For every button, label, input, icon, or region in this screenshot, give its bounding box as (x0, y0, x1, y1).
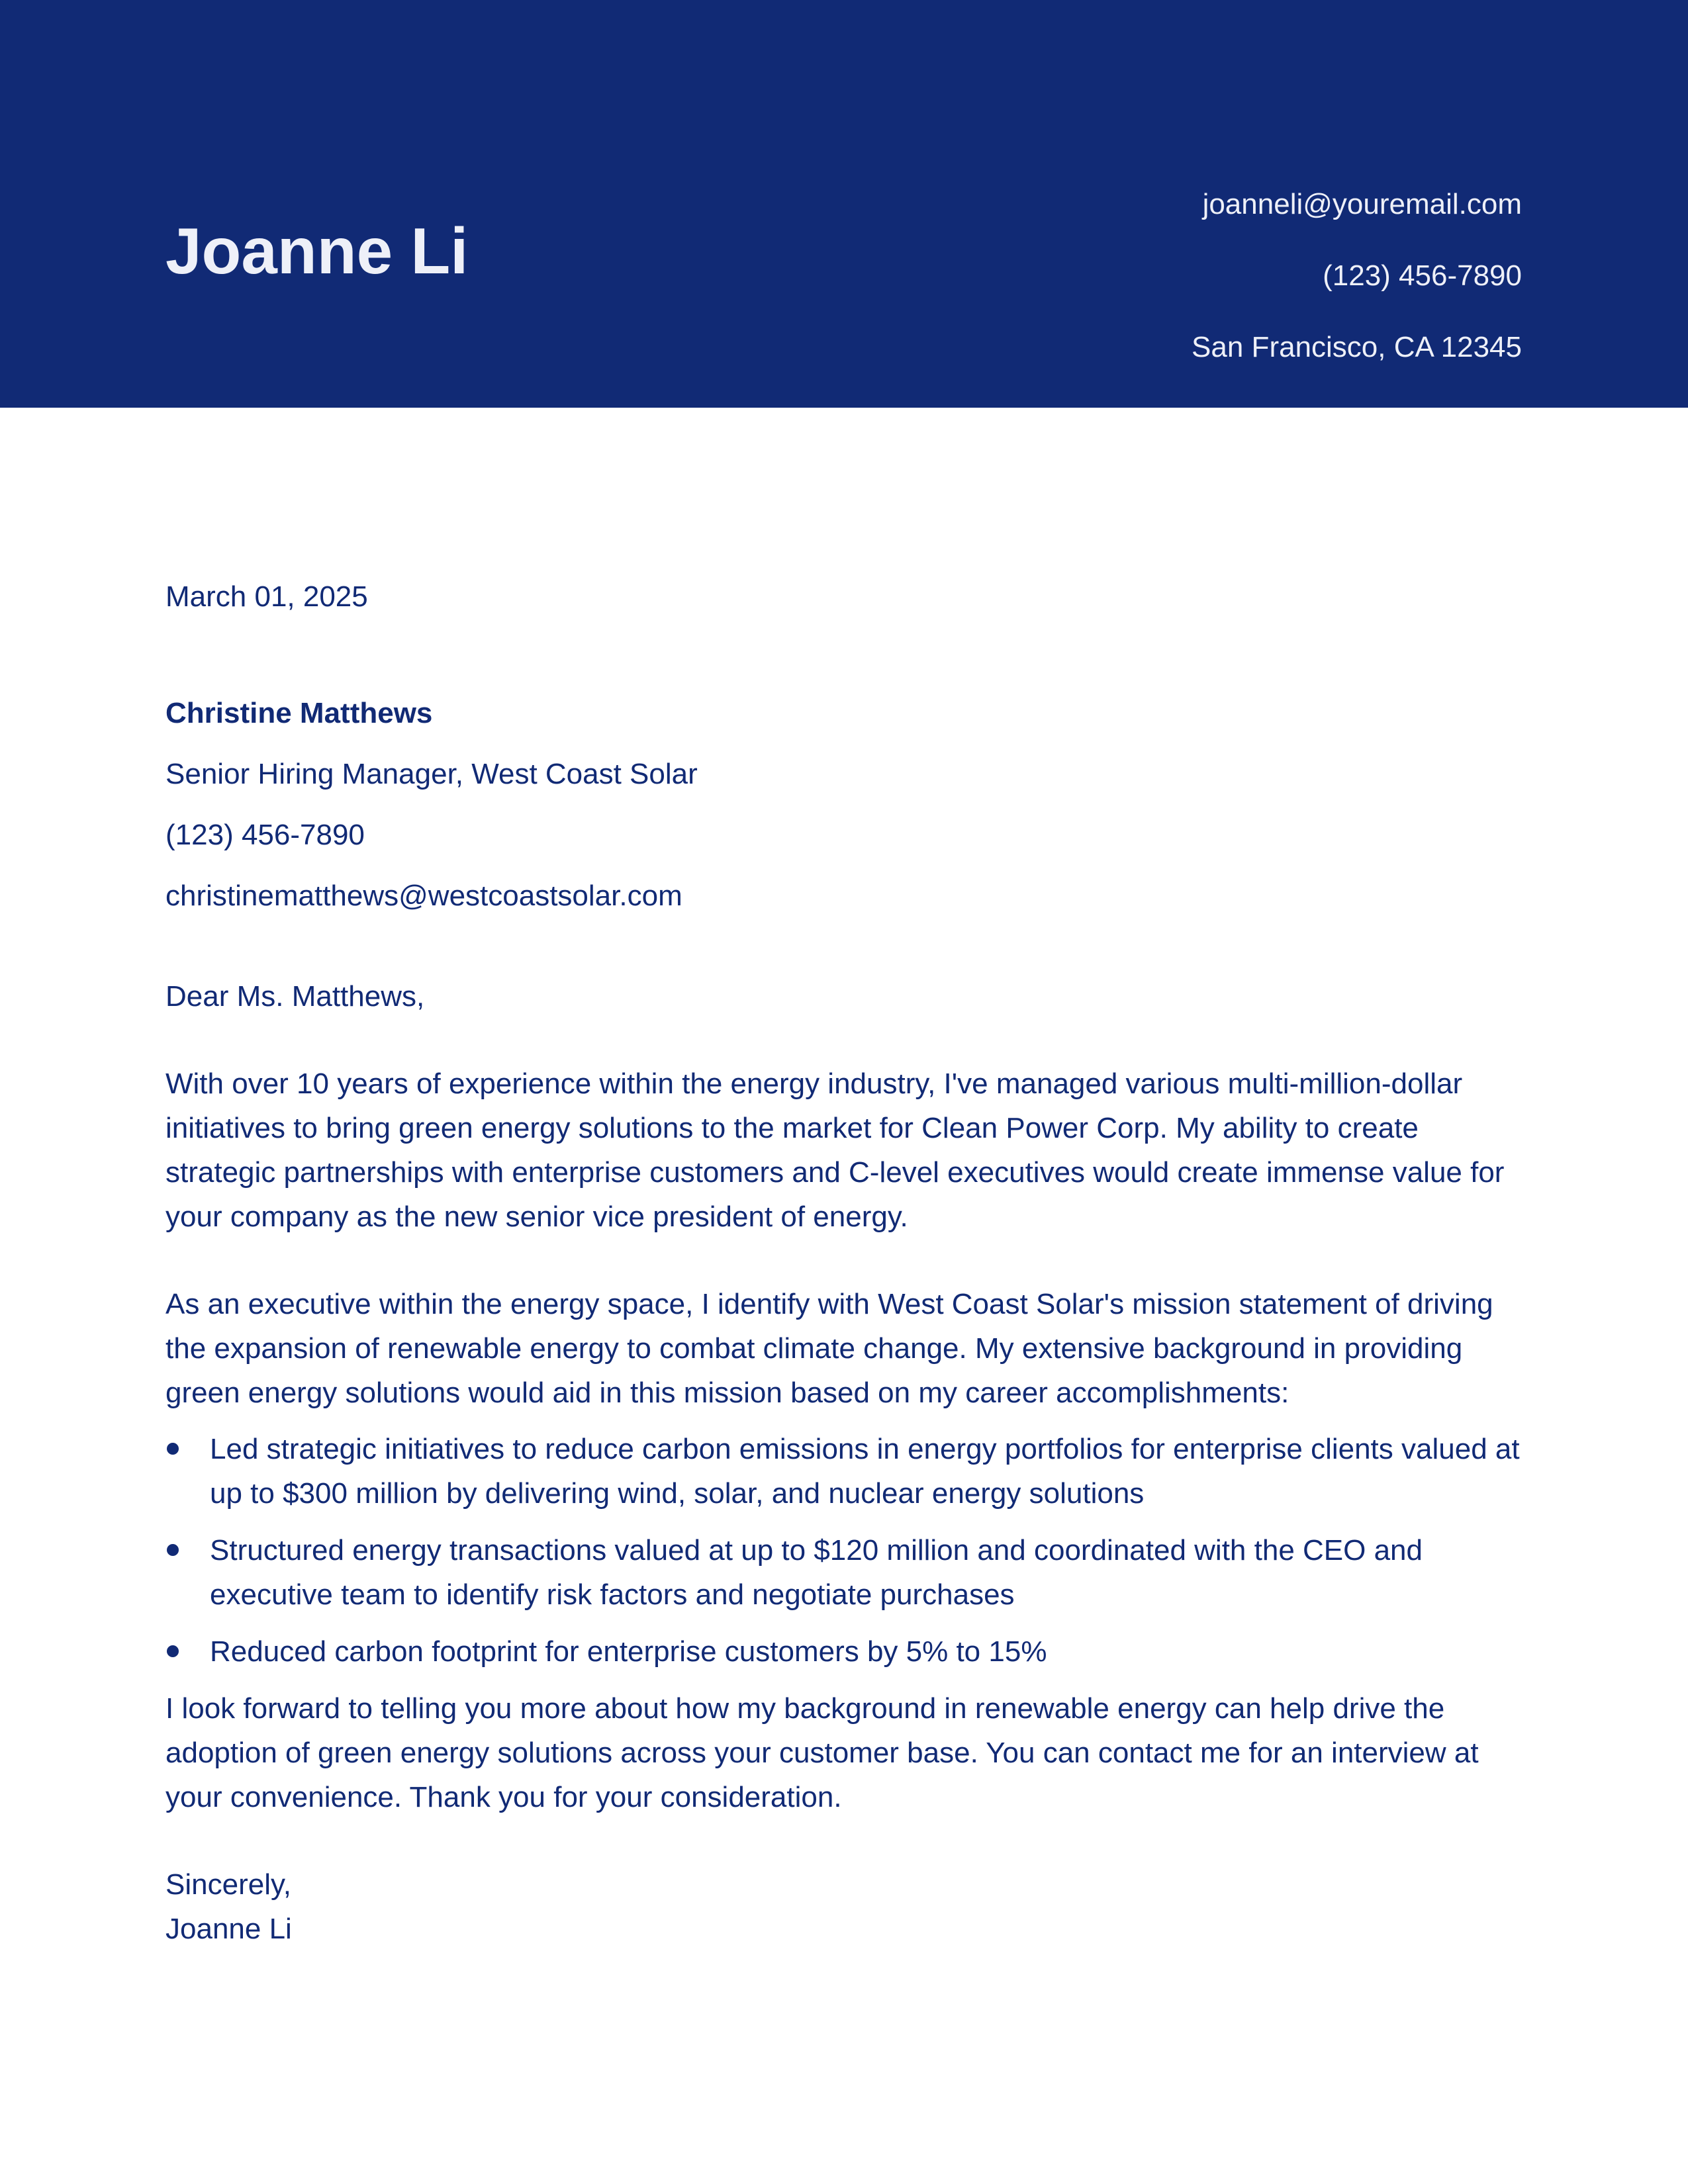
sender-phone: (123) 456-7890 (1323, 259, 1522, 292)
list-item (165, 1629, 1523, 1674)
sender-name: Joanne Li (165, 214, 469, 287)
letter-date: March 01, 2025 (165, 580, 368, 613)
sender-contact (1192, 169, 1522, 383)
list-item (165, 1528, 1523, 1617)
salutation: Dear Ms. Matthews, (165, 980, 425, 1013)
paragraph-intro: With over 10 years of experience within the energy industry, I've managed various multi-million-dollar initiatives to bring green energy solutions to the market for Clean Power Corp. My ability to create strategic partnerships with enterprise customers and C-level executives would create immense value for your company as the new senior vice president of energy. (165, 1068, 1505, 1233)
signoff: Sincerely, (165, 1868, 291, 1901)
list-item-text: Structured energy transactions valued at up to $120 million and coordinated with the CEO and executive team to identify risk factors and negotiate purchases (210, 1534, 1423, 1611)
header-banner (0, 0, 1688, 408)
recipient-email: christinematthews@westcoastsolar.com (165, 880, 682, 912)
list-item-text: Reduced carbon footprint for enterprise customers by 5% to 15% (210, 1635, 1047, 1668)
recipient-phone: (123) 456-7890 (165, 819, 365, 851)
recipient-name: Christine Matthews (165, 697, 433, 729)
list-item-text: Led strategic initiatives to reduce carbon emissions in energy portfolios for enterprise clients valued at up to $300 million by delivering wind, solar, and nuclear energy solutions (210, 1433, 1520, 1510)
sender-email: joanneli@youremail.com (1202, 188, 1522, 220)
recipient-block (165, 683, 1523, 927)
paragraph-closing: I look forward to telling you more about how my background in renewable energy can help drive the adoption of green energy solutions across your customer base. You can contact me for an interview at your convenience. Thank you for your consideration. (165, 1692, 1479, 1813)
signature-name: Joanne Li (165, 1913, 292, 1945)
bullet-icon (167, 1544, 179, 1556)
bullet-icon (167, 1645, 179, 1657)
accomplishments-list (165, 1427, 1523, 1674)
bullet-icon (167, 1443, 179, 1455)
list-item (165, 1427, 1523, 1516)
sender-location: San Francisco, CA 12345 (1192, 331, 1522, 363)
paragraph-mission: As an executive within the energy space, I identify with West Coast Solar's mission statement of driving the expansion of renewable energy to combat climate change. My extensive background in providing green energy solutions would aid in this mission based on my career accomplishments: (165, 1288, 1493, 1409)
recipient-title: Senior Hiring Manager, West Coast Solar (165, 758, 698, 790)
letter-body (165, 574, 1523, 1951)
